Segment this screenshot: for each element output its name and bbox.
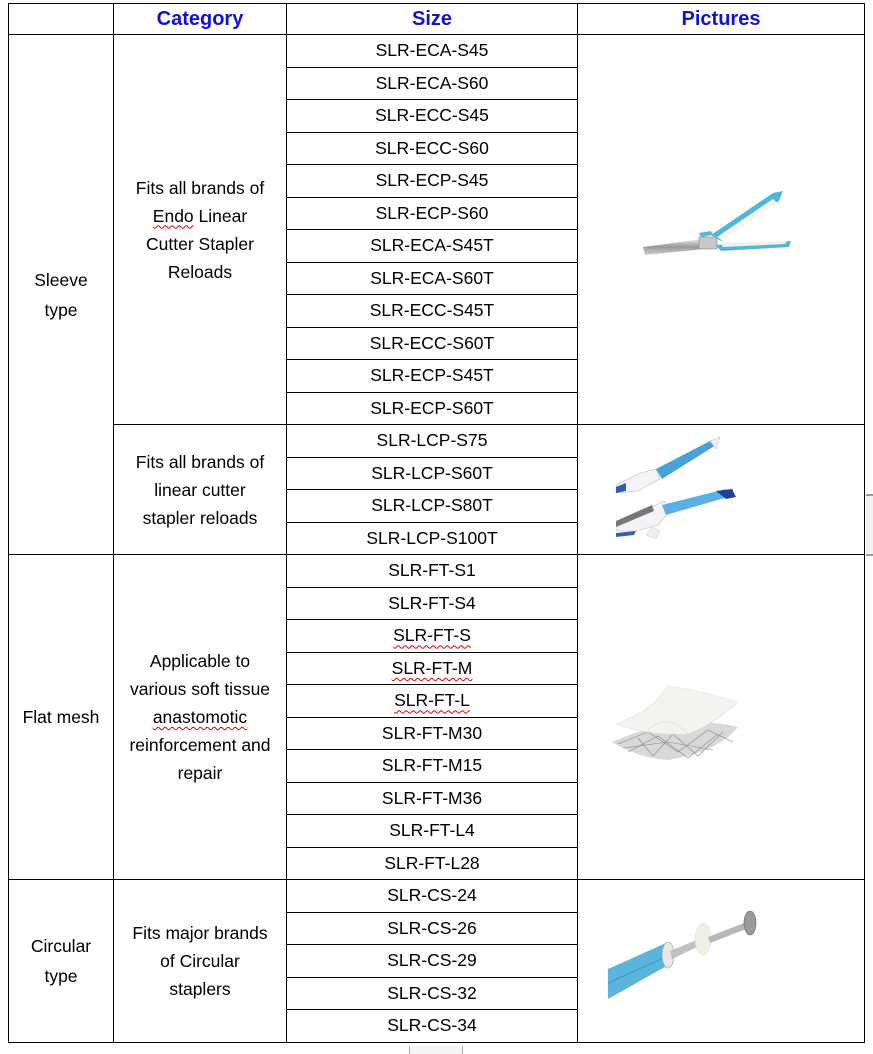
size-cell: SLR-ECP-S60 [287, 197, 578, 230]
header-blank [9, 4, 114, 35]
type-label: Sleeve type [34, 269, 88, 320]
size-cell: SLR-CS-34 [287, 1010, 578, 1043]
linear-cutter-stapler-reload-image [578, 435, 864, 545]
size-cell: SLR-FT-S4 [287, 587, 578, 620]
size-cell [287, 685, 578, 718]
description-line: linear cutter [154, 479, 246, 500]
description-cell [114, 35, 287, 425]
description-line: Applicable to [149, 651, 251, 671]
size-cell: SLR-CS-26 [287, 912, 578, 945]
size-cell: SLR-LCP-S100T [287, 522, 578, 555]
size-cell: SLR-CS-29 [287, 945, 578, 978]
size-cell: SLR-LCP-S75 [287, 425, 578, 458]
size-cell: SLR-FT-M15 [287, 750, 578, 783]
size-cell: SLR-CS-32 [287, 977, 578, 1010]
header-category: Category [114, 4, 287, 35]
description-line: various soft tissue [129, 679, 271, 699]
description-line: stapler reloads [142, 507, 258, 528]
type-cell-sleeve [9, 35, 114, 555]
type-label: Circular type [30, 935, 92, 986]
header-row [9, 4, 865, 35]
table-row [9, 35, 865, 68]
spellcheck-word: SLR-FT-M [391, 657, 473, 678]
description-line: Linear [198, 205, 248, 226]
product-spec-table [8, 3, 865, 1043]
circular-stapler-image [578, 911, 864, 1011]
spellcheck-word: SLR-FT-L [394, 690, 470, 711]
size-cell: SLR-ECP-S45T [287, 360, 578, 393]
size-cell: SLR-ECA-S60T [287, 262, 578, 295]
description-line: Fits all brands of [135, 177, 265, 198]
size-cell [287, 652, 578, 685]
description-cell [114, 880, 287, 1043]
size-cell: SLR-FT-L4 [287, 815, 578, 848]
description-cell [114, 425, 287, 555]
size-cell: SLR-LCP-S80T [287, 490, 578, 523]
table-row [9, 425, 865, 458]
side-scroll-handle[interactable] [866, 494, 873, 556]
spellcheck-word: SLR-FT-S [393, 625, 471, 646]
size-cell: SLR-ECP-S45 [287, 165, 578, 198]
size-cell: SLR-ECA-S60 [287, 67, 578, 100]
picture-cell [578, 880, 865, 1043]
size-cell: SLR-FT-M30 [287, 717, 578, 750]
endo-linear-cutter-reload-image [578, 185, 864, 275]
size-cell: SLR-ECA-S45T [287, 230, 578, 263]
description-line: Reloads [167, 261, 233, 282]
size-cell: SLR-FT-M36 [287, 782, 578, 815]
description-cell [114, 555, 287, 880]
size-cell: SLR-ECC-S45 [287, 100, 578, 133]
description-line: Fits major brands [132, 922, 268, 943]
table-row [9, 555, 865, 588]
size-cell: SLR-FT-S1 [287, 555, 578, 588]
description-line: repair [177, 763, 223, 783]
spellcheck-word: Endo [152, 205, 194, 226]
description-line: Fits all brands of [135, 451, 265, 472]
size-cell: SLR-ECC-S60 [287, 132, 578, 165]
header-pictures: Pictures [578, 4, 865, 35]
size-cell: SLR-ECC-S45T [287, 295, 578, 328]
description-line: staplers [169, 978, 231, 999]
size-cell: SLR-ECP-S60T [287, 392, 578, 425]
table-row [9, 880, 865, 913]
spellcheck-word: anastomotic [152, 707, 248, 727]
description-line: of Circular [160, 950, 240, 971]
type-cell-flat-mesh: Flat mesh [9, 555, 114, 880]
size-cell: SLR-ECC-S60T [287, 327, 578, 360]
size-cell: SLR-CS-24 [287, 880, 578, 913]
size-cell: SLR-FT-L28 [287, 847, 578, 880]
description-line: reinforcement and [129, 735, 271, 755]
picture-cell [578, 35, 865, 425]
size-cell: SLR-LCP-S60T [287, 457, 578, 490]
description-line: Cutter Stapler [146, 233, 254, 254]
header-size: Size [287, 4, 578, 35]
size-cell [287, 620, 578, 653]
picture-cell [578, 425, 865, 555]
picture-cell [578, 555, 865, 880]
type-cell-circular [9, 880, 114, 1043]
flat-mesh-image [578, 672, 864, 762]
size-cell: SLR-ECA-S45 [287, 35, 578, 68]
